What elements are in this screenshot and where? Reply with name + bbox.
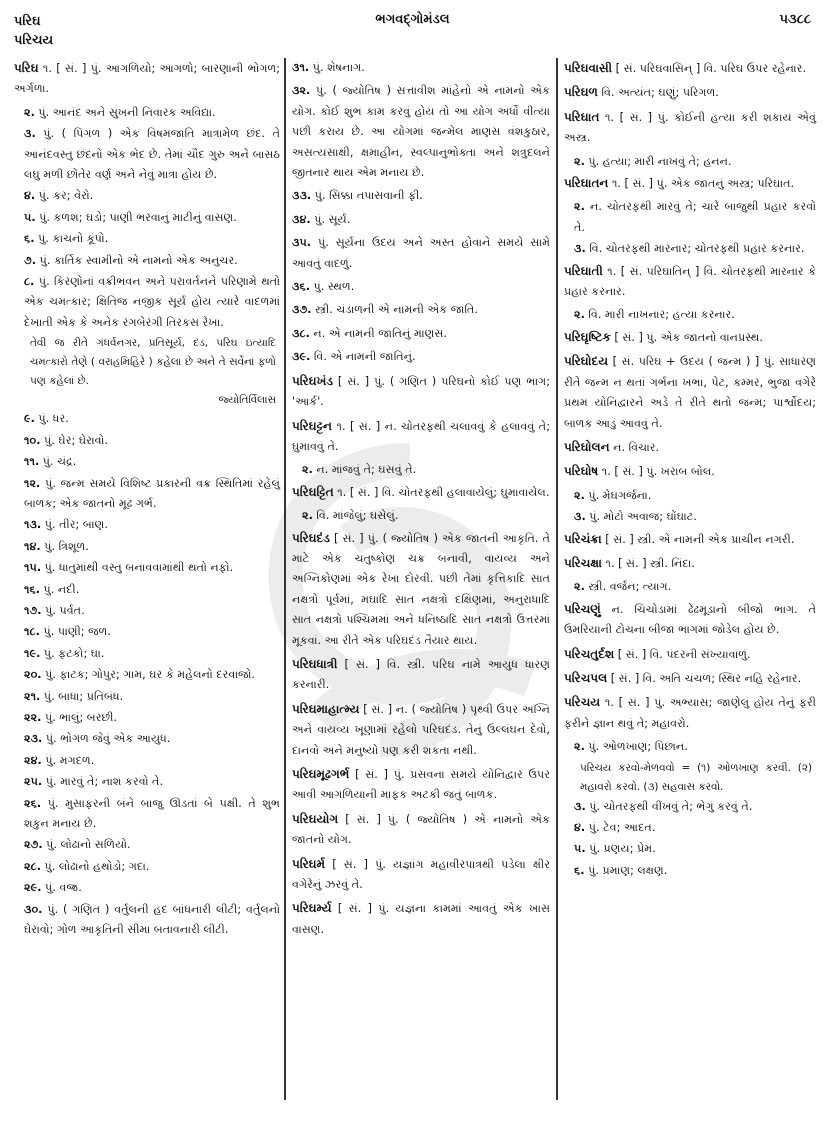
headword: પરિચય <box>564 695 601 710</box>
sense-number: ૧૯. <box>24 646 41 660</box>
quote-source: જ્યોતિર્વિલાસ <box>218 394 276 407</box>
definition-text: ૧. [ સં. પરિઘાતિન્ ] વિ. ચોતરફથી મારનાર કે પ્રહાર કરનાર. <box>564 264 816 299</box>
definition-text: [ સં. ] પું. ( જ્યોતિષ ) એ નામનો એક જાતનો યોગ. <box>292 812 550 847</box>
definition-text: પું. ત્રિશૂળ. <box>40 539 89 553</box>
definition-text: સ્ત્રી. વર્જન; ત્યાગ. <box>584 580 672 594</box>
sense-item <box>574 305 816 325</box>
sense-item <box>24 622 280 642</box>
sense-item <box>574 818 816 838</box>
definition-text: [ સં. ] પું. ( જ્યોતિષ ) એક જાતની આકૃતિ. તે માટે એક ચતુષ્કોણ ચક્ર બનાવી, વાયવ્ય અને અગ્નિકોણમાં એક રેખા દોરવી. પછી તેમાં કૃત્તિકાદિ સાત નક્ષત્રો પૂર્વમાં, મઘાદિ સાત નક્ષત્રો દક્ષિણમાં, અનુરાધાદિ સાત નક્ષત્રો પશ્ચિમમાં અને ધનિષ્ઠાદિ સાત નક્ષત્રો ઉત્તરમાં મૂકવાં. આ રીતે એક પરિઘદંડ તૈયાર થાય. <box>292 531 550 647</box>
sense-number: ૩૧. <box>292 61 310 74</box>
definition-text: ૧. [ સં. ] ન. ચોતરફથી ચલાવવું કે હલાવવું તે; ઘુમાવવું તે. <box>292 419 550 453</box>
sense-item <box>292 186 550 206</box>
column-2 <box>292 58 550 1100</box>
definition-text: ન. એ નામની જાતિનું માણસ. <box>309 326 447 340</box>
dictionary-entry <box>564 261 816 303</box>
headword: પરિઘધાત્રી <box>292 656 338 671</box>
sense-item <box>24 409 280 429</box>
headword: પરિઘટ્ટિત <box>292 484 334 499</box>
definition-text: પું. બાધા; પ્રતિબંધ. <box>40 689 124 703</box>
sense-item <box>574 839 816 859</box>
headword: પરિઘોદય <box>564 354 609 369</box>
definition-text: પું. સ્થળ. <box>309 280 355 294</box>
page-number: ૫૩૮૮ <box>779 12 811 27</box>
definition-text: પું. સૂર્ય. <box>310 212 351 226</box>
sense-item <box>574 577 816 597</box>
dictionary-entry <box>564 58 816 79</box>
sense-item <box>24 452 280 472</box>
sense-number: ૨૦. <box>24 668 42 682</box>
definition-text: પું. કાર્તિક સ્વામીનો એ નામનો એક અનુચર. <box>36 253 238 267</box>
sense-item <box>24 431 280 451</box>
sense-item <box>574 197 816 238</box>
headword: પરિઘયોગ <box>292 811 339 826</box>
sense-item <box>24 878 280 898</box>
sense-item <box>24 857 280 877</box>
sense-number: ૨. <box>574 308 585 322</box>
definition-text: પું. પર્વત. <box>41 603 85 617</box>
sense-number: ૩૯. <box>292 350 311 364</box>
definition-text: પું. વજ્ર. <box>41 881 82 895</box>
guide-word-first: પરિઘ <box>14 14 41 29</box>
usage-quote: તેવી જ રીતે ગંધર્વનગર, પ્રતિસૂર્ય, દંડ, પરિઘ ઇત્યાદિ ચમત્કારો તેણે ( વરાહમિહિરે ) કહેલા છે અને તે સર્વેનાં ફળો પણ કહેલાં છે. <box>30 337 276 388</box>
sense-item <box>574 152 816 172</box>
dictionary-entry <box>564 327 816 348</box>
headword: પરિઘાતી <box>564 263 603 278</box>
sense-number: ૨. <box>302 463 313 477</box>
sense-number: ૧૧. <box>24 455 40 469</box>
dictionary-entry <box>564 437 816 458</box>
sense-number: ૨૮. <box>24 859 41 873</box>
headword: પરિઘોષ <box>564 464 599 479</box>
sense-number: ૨૬. <box>24 796 42 810</box>
definition-text: પું. ભોગળ જેવું એક આયુધ. <box>42 732 171 746</box>
sense-item <box>24 900 280 941</box>
usage-quote: પરિચય કરવો-મેળવવો = (૧) ઓળખાણ કરવી. (૨) મહાવરો કરવો. (૩) સહવાસ કરવો. <box>580 761 812 793</box>
definition-text: પું. ચંદ્ર. <box>39 455 77 469</box>
definition-text: પું. સૂર્યના ઉદય અને અસ્ત હોવાને સમયે સામે આવતું વાદળું. <box>292 236 550 270</box>
sense-item <box>24 835 280 855</box>
definition-text: પું. ફાટક; ગોપુર; ગામ, ઘર કે મહેલનો દરવાજો. <box>41 668 255 682</box>
sense-item <box>292 324 550 344</box>
definition-text: પું. આનંદ અને સુખની નિવારક અવિદ્યા. <box>34 105 216 119</box>
sense-item <box>574 797 816 817</box>
definition-text: ન. ચોતરફથી મારવું તે; ચારે બાજુથી પ્રહાર કરવો તે. <box>574 200 816 234</box>
sense-number: ૧૪. <box>24 539 41 553</box>
dictionary-entry <box>292 528 550 651</box>
headword: પરિઘળ <box>564 85 598 100</box>
definition-text: પું. નદી. <box>40 582 80 596</box>
headword: પરિચતુર્દશ <box>564 646 615 661</box>
definition-text: પું. પ્રણય; પ્રેમ. <box>585 842 656 856</box>
sense-number: ૧૭. <box>24 603 42 617</box>
headword: પરિઘમાહાત્મ્ય <box>292 701 360 716</box>
definition-text: પું. લોઢાનો સળિયો. <box>42 838 131 852</box>
sense-item <box>24 208 280 228</box>
definition-text: [ સં. ] વિ. સ્ત્રી. પરિઘ નામે આયુધ ધારણ કરનારી. <box>292 657 550 692</box>
definition-text: પું. પાણી; જળ. <box>39 625 111 639</box>
sense-item <box>292 210 550 230</box>
definition-text: પું. શેષનાગ. <box>309 61 365 74</box>
sense-item <box>292 81 550 183</box>
headword: પરિઘાતન <box>564 176 609 191</box>
sense-number: ૧૬. <box>24 582 40 596</box>
sense-item <box>574 239 816 259</box>
definition-text: ન. માંજવું તે; ઘસવું તે. <box>312 463 417 477</box>
definition-text: પું. ચોતરફથી વીંખવું તે; ભેગું કરવું તે. <box>585 799 753 813</box>
headword: પરિચપલ <box>564 670 608 685</box>
definition-text: પું. ફટકો; ઘા. <box>40 646 105 660</box>
definition-text: [ સં. ] પું. ( ગણિત ) પરિઘનો કોઈ પણ ભાગ; 'આર્ક'. <box>292 374 550 409</box>
sense-number: ૨. <box>574 740 585 754</box>
sense-number: ૨૪. <box>24 753 42 767</box>
definition-text: વિ. ચોતરફથી મારનાર; ચોતરફથી પ્રહાર કરનાર. <box>585 242 805 256</box>
sense-number: ૨૩. <box>24 732 43 746</box>
sense-number: ૨૫. <box>24 775 43 789</box>
sense-number: ૩૩. <box>292 189 312 203</box>
sense-number: ૩૬. <box>292 280 310 294</box>
sense-item <box>24 687 280 707</box>
sense-item <box>292 233 550 274</box>
column-1 <box>14 58 280 1100</box>
sense-item <box>24 186 280 206</box>
definition-text: ન. ચિચોડામાં ઢેંઢમૂડાનો બીજો ભાગ. તે ઉમરિયાની ટોચના બીજા ભાગમાં જોડેલ હોય છે. <box>564 602 816 637</box>
headword: પરિઘમૂઢગર્ભ <box>292 767 350 781</box>
sense-number: ૩. <box>574 510 586 524</box>
dictionary-entry <box>564 599 816 641</box>
sense-item <box>24 708 280 728</box>
sense-item <box>24 751 280 771</box>
sense-number: ૩. <box>574 242 586 256</box>
definition-text: પું. સિક્કા તપાસવાની ફી. <box>311 189 423 203</box>
sense-number: ૬. <box>24 232 35 246</box>
definition-text: [ સં. પરિઘ + ઉદય ( જન્મ ) ] પું. સાધારણ રીતે જન્મ ન થતાં ગર્ભના ખભા, પેટ, કમ્મર, ભુજા વગેરે પ્રથમ યોનિદ્વારને અડે તે રીતે થતો જન્મ; પાર્શ્વોદય; બાળક આડું આવવું તે. <box>564 355 816 430</box>
sense-number: ૨૭. <box>24 838 43 852</box>
definition-text: પું. ભાલું; બરછી. <box>41 710 117 724</box>
headword: પરિઘૃષ્ટિક <box>564 329 611 344</box>
sense-number: ૨૨. <box>24 710 42 724</box>
sense-item <box>24 665 280 685</box>
page-header <box>0 6 825 50</box>
definition-text: પું. કળશ; ઘડો; પાણી ભરવાનું માટીનું વાસણ. <box>35 210 237 224</box>
definition-text: પું. મારવું તે; નાશ કરવો તે. <box>42 775 164 789</box>
sense-item <box>574 861 816 881</box>
sense-item <box>24 558 280 578</box>
sense-number: ૬. <box>574 863 585 877</box>
dictionary-entry <box>564 173 816 194</box>
sense-number: ૫. <box>574 842 586 856</box>
headword: પરિઘોલન <box>564 439 610 454</box>
sense-number: ૨૯. <box>24 881 42 895</box>
dictionary-columns <box>0 58 825 1103</box>
definition-text: પું. ધર. <box>34 412 69 426</box>
dictionary-entry <box>292 416 550 458</box>
sense-item <box>24 124 280 185</box>
headword: પરિચંક્રા <box>564 531 602 546</box>
sense-number: ૩. <box>574 799 586 813</box>
sense-number: ૭. <box>24 253 37 267</box>
definition-text: ન. વિચાર. <box>609 440 660 454</box>
definition-text: પું. ઘેર; ઘેરાવો. <box>40 433 108 447</box>
dictionary-entry <box>292 371 550 413</box>
sense-item <box>292 300 550 320</box>
sense-number: ૧૫. <box>24 561 42 575</box>
sense-item <box>24 515 280 535</box>
definition-text: [ સં. ] વિ. પંદરની સંખ્યાવાળું. <box>614 647 751 661</box>
dictionary-entry <box>564 82 816 103</box>
sense-number: ૨. <box>574 154 585 168</box>
dictionary-entry <box>564 461 816 482</box>
sense-item <box>24 580 280 600</box>
dictionary-entry <box>292 898 550 940</box>
definition-text: પું. કાચનો કૂંપો. <box>34 232 109 246</box>
definition-text: પું. ધાતુમાંથી વસ્તુ બનાવવામાંથી થતો નફો. <box>41 561 234 575</box>
headword: પરિચક્ષા <box>564 555 602 570</box>
definition-text: [ સં. ] ન. ( જ્યોતિષ ) પૃથ્વી ઉપર અગ્નિ અને વાયવ્ય ખૂણામાં રહેલો પરિઘદંડ. તેનું ઉલ્લંઘન દેવો, દાનવો અને મનુષ્યો પણ કરી શકતા નથી. <box>292 702 550 757</box>
sense-item <box>302 460 550 480</box>
dictionary-entry <box>292 482 550 503</box>
definition-text: પું. ટેવ; આદત. <box>585 821 656 834</box>
sense-number: ૩૪. <box>292 212 311 226</box>
headword: પરિઘ <box>14 61 39 75</box>
dictionary-entry <box>564 351 816 434</box>
sense-number: ૧૨. <box>24 476 41 490</box>
dictionary-entry <box>292 854 550 896</box>
dictionary-entry <box>292 809 550 851</box>
sense-item <box>302 506 550 526</box>
definition-text: પું. ( જ્યોતિષ ) સત્તાવીશ માંહેનો એ નામનો એક યોગ. કોઈ શુભ કામ કરવું હોય તો આ યોગ અર્ધો વીત્યા પછી કરાય છે. આ યોગમાં જન્મેલ માણસ વંશકુઠાર, અસત્યસાક્ષી, ક્ષમાહીન, સ્વલ્પાનુભોક્તા અને શત્રુદલને જીતનાર થાય એમ મનાય છે. <box>292 84 550 180</box>
sense-number: ૯. <box>24 412 35 426</box>
dictionary-entry <box>292 764 550 806</box>
sense-number: ૨. <box>574 200 585 214</box>
sense-item <box>24 474 280 515</box>
sense-number: ૩૮. <box>292 326 310 340</box>
definition-text: ૧. [ સં. ] પું. એક જાતનું અસ્ત્ર; પરિઘાત. <box>608 177 795 191</box>
sense-item <box>292 277 550 297</box>
dictionary-entry <box>564 644 816 665</box>
headword: પરિઘખંડ <box>292 373 333 388</box>
definition-text: [ સં. પરિઘવાસિન્ ] વિ. પરિઘ ઉપર રહેનાર. <box>612 62 807 75</box>
headword: પરિઘર્મ્ય <box>292 901 332 916</box>
sense-item <box>24 103 280 123</box>
definition-text: પું. હત્યા; મારી નાખવું તે; હનન. <box>584 154 732 168</box>
sense-item <box>574 737 816 757</box>
sense-item <box>292 347 550 367</box>
dictionary-entry <box>564 692 816 734</box>
sense-number: ૨. <box>574 488 585 502</box>
sense-number: ૫. <box>24 210 36 224</box>
definition-text: પું. કિરણોનાં વક્રીભવન અને પરાવર્તનને પરિણામે થતો એક ચમત્કાર; ક્ષિતિજ નજીક સૂર્ય હોય ત્યારે વાદળમાં દેખાતી એક કે અનેક રંગબેરંગી તિરકસ રેખા. <box>24 275 280 329</box>
definition-text: [ સં. ] પું. યજ્ઞાંગ મહાવીરપાત્રથી પડેલા ક્ષીર વગેરેનું ઝરવું તે. <box>292 857 550 892</box>
guide-word-last: પરિચય <box>14 33 54 48</box>
definition-text: પું. ( પિંગળ ) એક વિષમજાતિ માત્રામેળ છંદ. તે આનંદવસ્તુ છંદનો એક ભેદ છે. તેમાં ચૌદ ગુરુ અને બાસઠ લઘુ મળી છોંતેર વર્ણ અને નેવું માત્રા હોય છે. <box>24 127 280 182</box>
definition-text: વિ. એ નામની જાતિનું. <box>310 350 416 364</box>
dictionary-entry <box>564 553 816 574</box>
definition-text: પું. ઓળખાણ; પિછાન. <box>584 740 688 754</box>
sense-number: ૧૮. <box>24 625 40 639</box>
dictionary-entry <box>564 529 816 550</box>
definition-text: [ સં. ] પું. એક જાતનો વાનપ્રસ્થ. <box>610 330 763 344</box>
sense-number: ૧૦. <box>24 433 41 447</box>
sense-item <box>24 272 280 333</box>
definition-text: ૧. [ સં. ] પું. ખરાબ બોલ. <box>598 465 715 479</box>
sense-number: ૨. <box>302 509 313 523</box>
sense-number: ૩. <box>24 127 36 141</box>
column-3 <box>564 58 816 1100</box>
definition-text: પું. તીર; બાણ. <box>41 518 108 532</box>
sense-number: ૨. <box>574 580 585 594</box>
sense-item <box>24 729 280 749</box>
sense-number: ૩૨. <box>292 84 311 98</box>
dictionary-entry <box>292 699 550 761</box>
definition-text: વિ. અત્યંત; ઘણું; પરિગળ. <box>597 86 719 100</box>
definition-text: પું. પ્રમાણ; લક્ષણ. <box>584 863 668 877</box>
definition-text: પું. લોઢાનો હથોડો; ગદા. <box>40 859 150 873</box>
sense-item <box>24 794 280 835</box>
sense-item <box>24 251 280 271</box>
sense-number: ૪. <box>574 821 586 834</box>
sense-number: ૧૩. <box>24 518 42 532</box>
definition-text: ૧. [ સં. ] પું. આગળિયો; આગળો; બારણાની ભોગળ; અર્ગળા. <box>14 62 280 96</box>
sense-item <box>24 601 280 621</box>
definition-text: પું. મગદળ. <box>41 753 95 767</box>
definition-text: પું. મેઘગર્જના. <box>584 488 652 502</box>
sense-number: ૩૦. <box>24 902 43 916</box>
dictionary-entry <box>564 668 816 689</box>
definition-text: ૧. [ સં. ] પું. કોઈની હત્યા કરી શકાય એવું અસ્ત્ર. <box>564 110 816 145</box>
sense-item <box>574 507 816 527</box>
dictionary-entry <box>564 107 816 149</box>
sense-item <box>24 537 280 557</box>
definition-text: પું. કર; વેરો. <box>35 189 94 203</box>
headword: પરિઘદંડ <box>292 530 330 545</box>
headword: પરિચણું <box>564 601 601 616</box>
sense-number: ૩૭. <box>292 303 312 317</box>
definition-text: વિ. મારી નાખનાર; હત્યા કરનાર. <box>584 308 735 322</box>
sense-item <box>292 58 550 78</box>
definition-text: ૧. [ સં. ] સ્ત્રી. નિંદા. <box>601 556 695 570</box>
sense-number: ૮. <box>24 275 35 289</box>
definition-text: [ સં. ] સ્ત્રી. એ નામની એક પ્રાચીન નગરી. <box>601 532 795 546</box>
headword: પરિઘાત <box>564 109 600 124</box>
column-divider <box>556 58 558 1100</box>
running-title: ભગવદ્ગોમંડલ <box>375 12 450 27</box>
sense-item <box>574 486 816 506</box>
definition-text: વિ. માંજેલું; ઘસેલું. <box>312 509 399 523</box>
sense-item <box>24 644 280 664</box>
column-divider <box>284 58 286 1100</box>
definition-text: પું. મોટો અવાજ; ઘોંઘાટ. <box>585 510 697 524</box>
headword: પરિઘર્મ <box>292 856 326 871</box>
headword: પરિઘવાસી <box>564 61 613 75</box>
dictionary-entry <box>292 654 550 696</box>
sense-number: ૨૧. <box>24 689 41 703</box>
definition-text: [ સં. ] વિ. અતિ ચંચળ; સ્થિર નહિ રહેનાર. <box>607 671 802 685</box>
headword: પરિઘટ્ટન <box>292 418 332 433</box>
sense-number: ૪. <box>24 189 36 203</box>
sense-number: ૩૫. <box>292 236 312 250</box>
definition-text: પું. ( ગણિત ) વર્તુલની હદ બાંધનારી લીટી; વર્તુલનો ઘેરાવો; ગોળ આકૃતિની સીમા બતાવનારી લીટી. <box>24 902 280 937</box>
definition-text: પું. મુસાફરની બંને બાજુ ઊડતાં બે પક્ષી. તે શુભ શકુન મનાય છે. <box>24 796 280 830</box>
sense-item <box>24 229 280 249</box>
sense-number: ૨. <box>24 105 35 119</box>
definition-text: ૧. [ સં. ] વિ. ચોતરફથી હલાવાયેલું; ઘુમાવાયેલ. <box>333 485 550 499</box>
sense-item <box>24 772 280 792</box>
dictionary-entry <box>14 58 280 100</box>
definition-text: [ સં. ] પું. યજ્ઞના કામમાં આવતું એક ખાસ વાસણ. <box>292 902 550 936</box>
definition-text: ૧. [ સં. ] પું. અભ્યાસ; જાણેલું હોય તેનું ફરી ફરીને જ્ઞાન થવું તે; મહાવરો. <box>564 696 816 730</box>
definition-text: સ્ત્રી. ચંડાળની એ નામની એક જાતિ. <box>311 303 479 317</box>
definition-text: [ સં. ] પું. પ્રસવના સમયે યોનિદ્વાર ઉપર આવી આગળિયાની માફક અટકી જતું બાળક. <box>292 768 550 802</box>
definition-text: પું. જન્મ સમયે વિશિષ્ટ પ્રકારની વક્ર સ્થિતિમાં રહેલું બાળક; એક જાતનો મૂઢ ગર્ભ. <box>24 476 280 510</box>
